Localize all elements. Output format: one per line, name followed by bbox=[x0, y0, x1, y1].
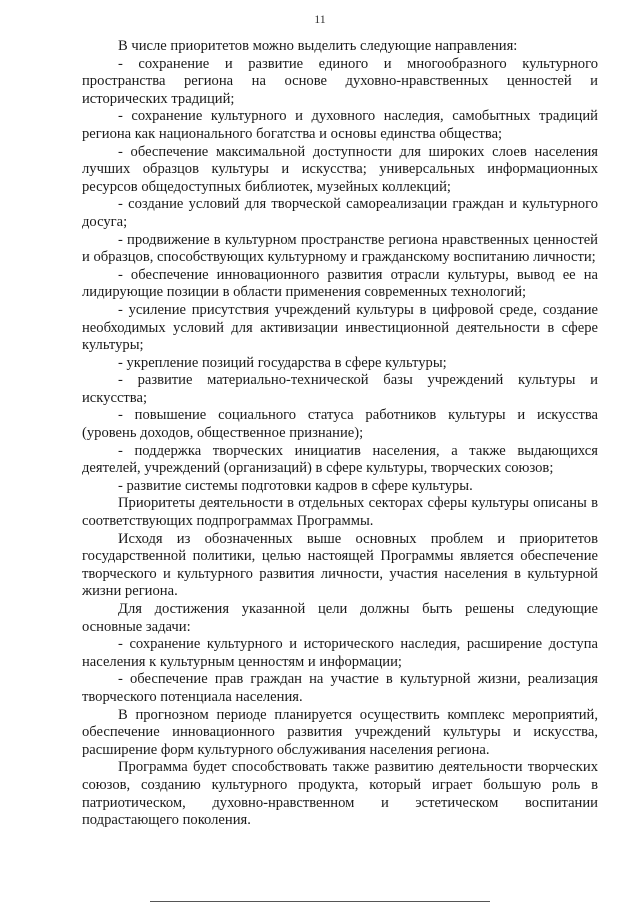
paragraph: Приоритеты деятельности в отдельных секторах сферы культуры описаны в соответствующих подпрограммах Программы. bbox=[82, 495, 598, 530]
list-item: - поддержка творческих инициатив населения, а также выдающихся деятелей, учреждений (организаций) в сфере культуры, творческих союзов; bbox=[82, 442, 598, 477]
list-item: - обеспечение максимальной доступности для широких слоев населения лучших образцов культуры и искусства; универсальных информационных ресурсов общедоступных библиотек, музейных коллекций; bbox=[82, 143, 598, 195]
paragraph: Для достижения указанной цели должны быть решены следующие основные задачи: bbox=[82, 601, 598, 635]
list-item: - укрепление позиций государства в сфере культуры; bbox=[118, 354, 447, 371]
paragraph: В прогнозном периоде планируется осуществить комплекс мероприятий, обеспечение инновационного развития учреждений культуры и искусства, расширение форм культурного обслуживания населения региона. bbox=[82, 706, 598, 758]
body-text bbox=[82, 38, 598, 830]
page-number: 11 bbox=[314, 12, 326, 26]
list-item: - повышение социального статуса работников культуры и искусства (уровень доходов, общественное признание); bbox=[82, 407, 598, 442]
paragraph-intro: В числе приоритетов можно выделить следующие направления: bbox=[118, 38, 518, 54]
paragraph: Исходя из обозначенных выше основных проблем и приоритетов государственной политики, целью настоящей Программы является обеспечение творческого и культурного развития личности, участия населения в культурной жизни региона. bbox=[82, 530, 598, 600]
list-item: - сохранение культурного и духовного наследия, самобытных традиций региона как национального богатства и основы единства общества; bbox=[82, 108, 598, 142]
list-item: - обеспечение инновационного развития отрасли культуры, вывод ее на лидирующие позиции в области применения современных технологий; bbox=[82, 266, 598, 301]
task-item: - сохранение культурного и исторического наследия, расширение доступа населения к культурным ценностям и информации; bbox=[82, 636, 598, 670]
list-item: - усиление присутствия учреждений культуры в цифровой среде, создание необходимых условий для активизации инвестиционной деятельности в сфере культуры; bbox=[82, 301, 598, 354]
list-item: - развитие системы подготовки кадров в сфере культуры. bbox=[118, 477, 473, 494]
list-item: - создание условий для творческой самореализации граждан и культурного досуга; bbox=[82, 196, 598, 230]
footer-divider bbox=[150, 901, 490, 902]
paragraph: Программа будет способствовать также развитию деятельности творческих союзов, созданию культурного продукта, который играет большую роль в патриотическом, духовно-нравственном и эстетическом воспитании подрастающего поколения. bbox=[82, 759, 598, 829]
list-item: - сохранение и развитие единого и многообразного культурного пространства региона на основе духовно-нравственных ценностей и исторических традиций; bbox=[82, 55, 598, 107]
task-item: - обеспечение прав граждан на участие в культурной жизни, реализация творческого потенциала населения. bbox=[82, 671, 598, 705]
list-item: - развитие материально-технической базы учреждений культуры и искусства; bbox=[82, 372, 598, 406]
list-item: - продвижение в культурном пространстве региона нравственных ценностей и образцов, способствующих культурному и гражданскому воспитанию личности; bbox=[82, 231, 598, 266]
